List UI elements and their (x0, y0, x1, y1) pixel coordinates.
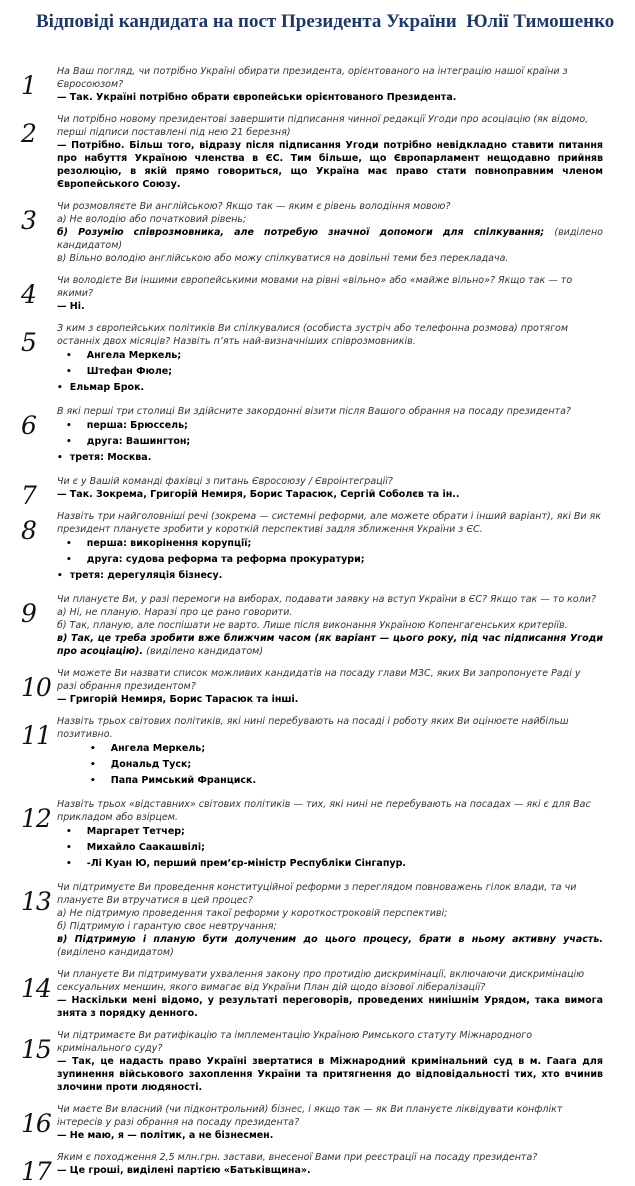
question-number: 16 (21, 1109, 51, 1138)
qa-item (21, 968, 603, 1020)
question-text: Чи підтримаєте Ви ратифікацію та імплементацію Україною Римського статуту Міжнародного кримінального суду? (57, 1030, 533, 1054)
qa-item (21, 113, 603, 191)
bullet-icon: • (66, 827, 72, 837)
option-text: а) Не володію або початковий рівень; (57, 214, 247, 225)
option-selected-text: б) Розумію співрозмовника, але потребую значної допомоги для спілкування; (57, 227, 545, 238)
option-selected (57, 226, 603, 252)
question-number: 4 (21, 280, 36, 309)
qa-item (21, 405, 603, 466)
question-text: Чи підтримуєте Ви проведення конституційної реформи з переглядом повноважень гілок влади, та чи плануєте Ви втручатися в цей процес? (57, 882, 577, 906)
option-selected (57, 933, 603, 959)
bullet-item (57, 856, 603, 872)
bullet-text: -Лі Куан Ю, перший прем’єр-міністр Республіки Сінгапур. (86, 858, 407, 869)
bullet-icon: • (66, 539, 72, 549)
qa-item (21, 667, 603, 706)
question-text: Чи можете Ви назвати список можливих кандидатів на посаду глави МЗС, яких Ви запропонуєте Раді у разі обрання президентом? (57, 668, 581, 692)
document-page (0, 11, 635, 1186)
bullet-icon: • (66, 421, 72, 431)
bullet-item (57, 380, 603, 396)
qa-item (21, 65, 603, 104)
qa-item (21, 1029, 603, 1094)
bullet-icon: • (90, 760, 96, 770)
bullet-icon: • (66, 859, 72, 869)
option-text: б) Підтримую і гарантую своє невтручання; (57, 921, 277, 932)
option-selected-text: в) Так, це треба зробити вже ближчим часом (як варіант — цього року, під час підписання Угоди про асоціацію). (57, 633, 603, 657)
bullet-text: Папа Римський Франциск. (110, 775, 257, 786)
bullet-item (57, 757, 603, 773)
question-number: 12 (21, 804, 51, 833)
qa-item (21, 200, 603, 265)
bullet-item (57, 568, 603, 584)
qa-item (21, 475, 603, 510)
qa-item (21, 274, 603, 313)
bullet-item (57, 840, 603, 856)
bullet-text: третя: Москва. (69, 452, 152, 463)
answer-text: — Потрібно. Більш того, відразу після підписання Угоди потрібно невідкладно ставити питання про набуття Україною членства в ЄС. Тим більше, що Європарламент нещодавно прийняв резолюцію, в якій прямо говориться, що Україна має право стати повноправним членом Європейського Союзу. (57, 140, 603, 190)
question-text: На Ваш погляд, чи потрібно Україні обирати президента, орієнтованого на інтеграцію нашої країни з Євросоюзом? (57, 66, 568, 90)
bullet-text: Маргарет Тетчер; (86, 826, 185, 837)
bullet-icon: • (57, 571, 63, 581)
bullet-item (57, 418, 603, 434)
question-text: Чи володієте Ви іншими європейськими мовами на рівні «вільно» або «майже вільно»? Якщо так — то якими? (57, 275, 573, 299)
bullet-item (57, 552, 603, 568)
qa-item (21, 593, 603, 658)
question-text: Назвіть три найголовніші речі (зокрема — системні реформи, але можете обрати і інший варіант), які Ви як президент плануєте зробити у короткій перспективі задля зближення України з ЄС. (57, 511, 602, 535)
answer-text: — Так. Зокрема, Григорій Немиря, Борис Тарасюк, Сергій Соболєв та ін.. (57, 489, 460, 500)
question-number: 6 (21, 411, 36, 440)
question-number: 2 (21, 119, 36, 148)
qa-item (21, 510, 603, 584)
bullet-item (57, 741, 603, 757)
bullet-item (57, 434, 603, 450)
question-number: 3 (21, 206, 36, 235)
bullet-text: Ельмар Брок. (69, 382, 145, 393)
question-number: 11 (21, 721, 51, 750)
bullet-text: Ангела Меркель; (86, 350, 182, 361)
answer-text: — Григорій Немиря, Борис Тарасюк та інші. (57, 694, 299, 705)
bullet-text: Михайло Саакашвілі; (86, 842, 205, 853)
bullet-item (57, 450, 603, 466)
question-number: 14 (21, 974, 51, 1003)
question-number: 5 (21, 328, 36, 357)
answer-text: — Так. Україні потрібно обрати європейськи орієнтованого Президента. (57, 92, 457, 103)
question-number: 1 (21, 71, 36, 100)
question-text: Чи розмовляєте Ви англійською? Якщо так — яким є рівень володіння мовою? (57, 201, 451, 212)
bullet-text: друга: Вашингтон; (86, 436, 191, 447)
option-text: а) Ні, не планую. Наразі про це рано говорити. (57, 607, 293, 618)
question-text: В які перші три столиці Ви здійсните закордонні візити після Вашого обрання на посаду президента? (57, 406, 571, 417)
bullet-text: перша: викорінення корупції; (86, 538, 252, 549)
question-number: 8 (21, 516, 36, 545)
question-text: Чи плануєте Ви, у разі перемоги на виборах, подавати заявку на вступ України в ЄС? Якщо так — то коли? (57, 594, 597, 605)
bullet-icon: • (90, 744, 96, 754)
answer-text: — Це гроші, виділені партією «Батьківщина». (57, 1165, 311, 1176)
bullet-text: Штефан Фюле; (86, 366, 173, 377)
question-text: Чи є у Вашій команді фахівці з питань Євросоюзу / Євроінтеграції? (57, 476, 393, 487)
bullet-icon: • (66, 843, 72, 853)
question-text: Назвіть трьох світових політиків, які нині перебувають на посаді і роботу яких Ви оцінюєте найбільш позитивно. (57, 716, 569, 740)
bullet-icon: • (66, 367, 72, 377)
option-selected (57, 632, 603, 658)
option-text: в) Вільно володію англійською або можу спілкуватися на довільні теми без перекладача. (57, 253, 509, 264)
qa-item (21, 1151, 603, 1186)
question-text: Чи потрібно новому президентові завершити підписання чинної редакції Угоди про асоціацію (як відомо, перші підписи поставлені під нею 21 березня) (57, 114, 589, 138)
bullet-item (57, 348, 603, 364)
qa-list (21, 65, 603, 1186)
bullet-text: Дональд Туск; (110, 759, 192, 770)
bullet-item (57, 536, 603, 552)
question-text: Чи маєте Ви власний (чи підконтрольний) бізнес, і якщо так — як Ви плануєте ліквідувати конфлікт інтересів у разі обрання на посаду президента? (57, 1104, 563, 1128)
qa-item (21, 322, 603, 396)
bullet-text: Ангела Меркель; (110, 743, 206, 754)
bullet-item (57, 824, 603, 840)
bullet-icon: • (66, 437, 72, 447)
question-number: 7 (21, 481, 36, 510)
question-text: Яким є походження 2,5 млн.грн. застави, внесеної Вами при реєстрації на посаду президента? (57, 1152, 538, 1163)
bullet-item (57, 773, 603, 789)
bullet-icon: • (90, 776, 96, 786)
question-number: 10 (21, 673, 51, 702)
candidate-highlight-note: (виділено кандидатом) (57, 227, 603, 251)
bullet-icon: • (57, 453, 63, 463)
bullet-item (57, 364, 603, 380)
question-text: Назвіть трьох «відставних» світових політиків — тих, які нині не перебувають на посадах — які є для Вас прикладом або взірцем. (57, 799, 591, 823)
bullet-icon: • (57, 383, 63, 393)
bullet-icon: • (66, 555, 72, 565)
question-number: 13 (21, 887, 51, 916)
question-text: З ким з європейських політиків Ви спілкувалися (особиста зустріч або телефонна розмова) протягом останніх двох місяців? Назвіть п’ять най-визначніших співрозмовників. (57, 323, 569, 347)
candidate-highlight-note: (виділено кандидатом) (57, 947, 174, 958)
question-number: 17 (21, 1157, 51, 1186)
qa-item (21, 798, 603, 872)
document-title: Відповіді кандидата на пост Президента України Юлії Тимошенко (36, 11, 615, 32)
qa-item (21, 881, 603, 959)
option-text: а) Не підтримую проведення такої реформи у короткостроковій перспективі; (57, 908, 448, 919)
question-text: Чи плануєте Ви підтримувати ухвалення закону про протидію дискримінації, включаючи дискримінацію сексуальних меншин, якого вимагає від України План дій щодо візової лібералізації? (57, 969, 585, 993)
bullet-text: перша: Брюссель; (86, 420, 188, 431)
bullet-icon: • (66, 351, 72, 361)
bullet-text: третя: дерегуляція бізнесу. (69, 570, 223, 581)
option-selected-text: в) Підтримую і планую бути долученим до цього процесу, брати в ньому активну участь. (57, 934, 603, 945)
answer-text: — Не маю, я — політик, а не бізнесмен. (57, 1130, 274, 1141)
bullet-text: друга: судова реформа та реформа прокуратури; (86, 554, 365, 565)
question-number: 9 (21, 599, 36, 628)
answer-text: — Так, це надасть право Україні звертатися в Міжнародний кримінальний суд в м. Гаага для зупинення військового захоплення України та притягнення до відповідальності тих, хто вчинив злочини проти людяності. (57, 1056, 603, 1093)
question-number: 15 (21, 1035, 51, 1064)
qa-item (21, 1103, 603, 1142)
candidate-highlight-note: (виділено кандидатом) (146, 646, 264, 657)
answer-text: — Ні. (57, 301, 85, 312)
option-text: б) Так, планую, але поспішати не варто. Лише після виконання Україною Копенгагенських критеріїв. (57, 620, 568, 631)
qa-item (21, 715, 603, 789)
answer-text: — Наскільки мені відомо, у результаті переговорів, проведених нинішнім Урядом, така вимога знята з порядку денного. (57, 995, 603, 1019)
